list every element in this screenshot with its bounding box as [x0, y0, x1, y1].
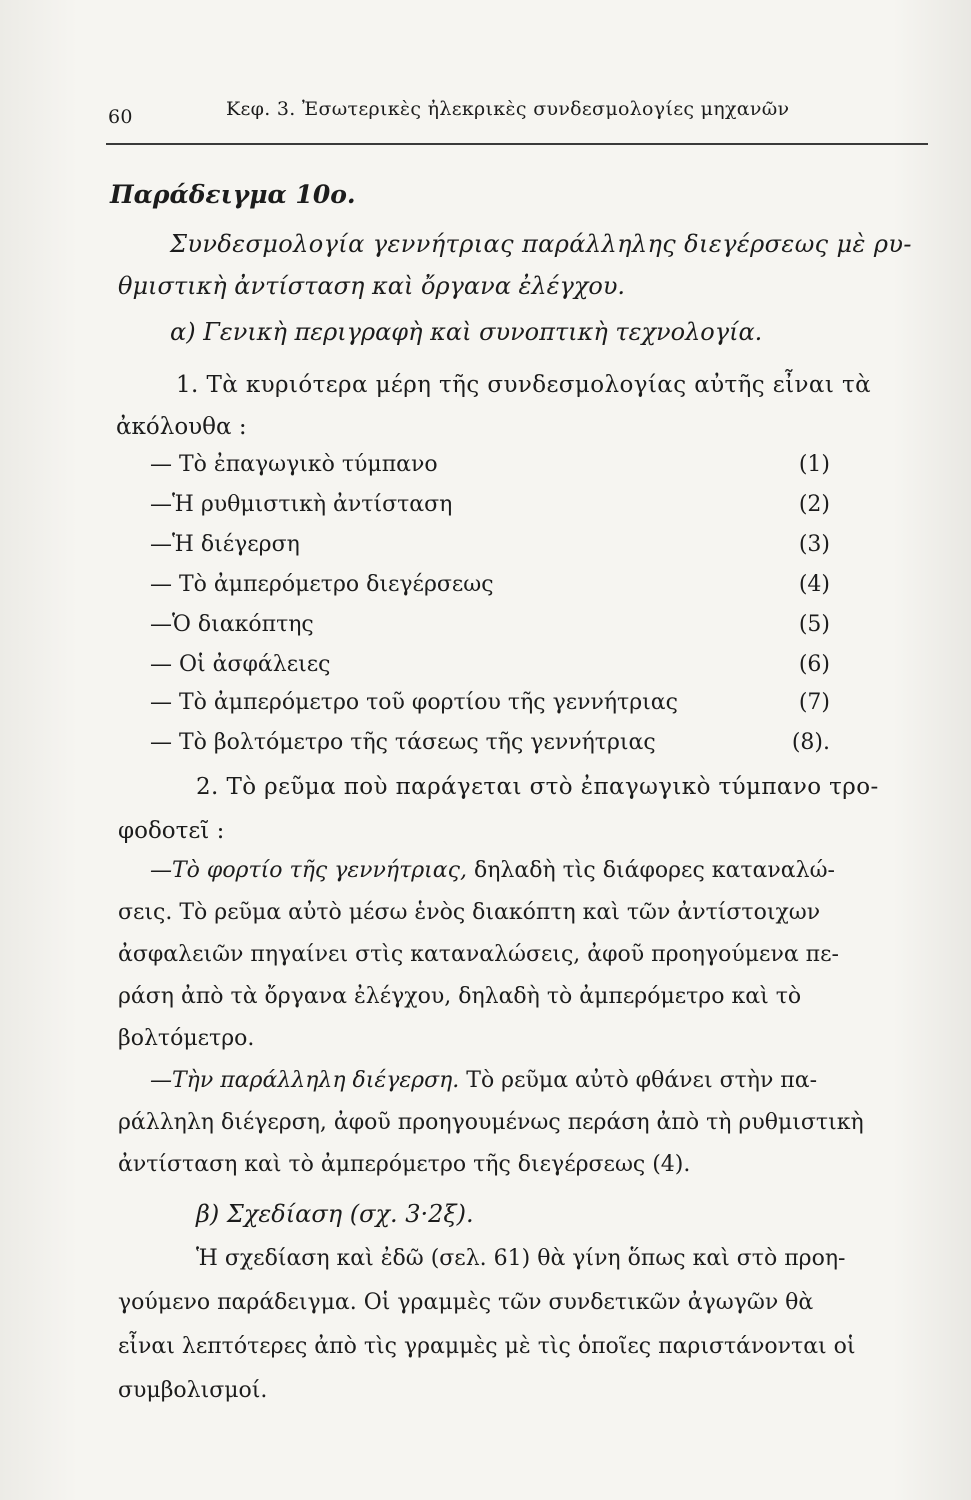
item-text: — Τὸ ἀμπερόμετρο διεγέρσεως	[150, 572, 494, 597]
page-header	[108, 98, 928, 138]
item-text: —Ὁ διακόπτης	[150, 612, 314, 637]
running-title: Κεφ. 3. Ἐσωτερικὲς ἠλεκρικὲς συνδεσμολογίες μηχανῶν	[226, 98, 790, 120]
item-text: — Τὸ ἀμπερόμετρο τοῦ φορτίου τῆς γεννήτριας	[150, 690, 678, 715]
parts-list-item	[150, 652, 830, 686]
load-lead: —Τὸ φορτίο τῆς γεννήτριας,	[150, 858, 467, 883]
page-number: 60	[108, 106, 133, 128]
parts-list-item	[150, 690, 830, 724]
parts-list-item	[150, 532, 830, 566]
parts-list-item	[150, 612, 830, 646]
section-b-heading: β) Σχεδίαση (σχ. 3·2ξ).	[196, 1200, 474, 1228]
shunt-lead: —Τὴν παράλληλη διέγερση.	[150, 1068, 460, 1093]
parts-list-item	[150, 492, 830, 526]
paragraph-1-line-1: 1. Τὰ κυριότερα μέρη τῆς συνδεσμολογίας αὐτῆς εἶναι τὰ	[176, 372, 872, 398]
load-line-4: ράση ἀπὸ τὰ ὄργανα ἐλέγχου, δηλαδὴ τὸ ἀμπερόμετρο καὶ τὸ	[118, 984, 802, 1009]
parts-list-item	[150, 452, 830, 486]
load-line-1	[150, 858, 835, 883]
example-title: Παράδειγμα 10ο.	[110, 180, 356, 209]
item-text: — Τὸ βολτόμετρο τῆς τάσεως τῆς γεννήτριας	[150, 730, 656, 755]
load-line-1-rest: δηλαδὴ τὶς διάφορες καταναλώ-	[466, 858, 835, 883]
item-text: — Οἱ ἀσφάλειες	[150, 652, 331, 677]
item-number: (8).	[791, 730, 830, 755]
item-text: —Ἡ ρυθμιστικὴ ἀντίσταση	[150, 492, 453, 517]
example-subtitle-line-2: θμιστικὴ ἀντίσταση καὶ ὄργανα ἐλέγχου.	[118, 272, 626, 300]
load-line-2: σεις. Τὸ ρεῦμα αὐτὸ μέσω ἑνὸς διακόπτη καὶ τῶν ἀντίστοιχων	[118, 900, 821, 925]
parts-list-item	[150, 572, 830, 606]
item-number: (2)	[798, 492, 830, 517]
section-b-line-3: εἶναι λεπτότερες ἀπὸ τὶς γραμμὲς μὲ τὶς ὁποῖες παριστάνονται οἱ	[118, 1334, 856, 1359]
shunt-line-2: ράλληλη διέγερση, ἀφοῦ προηγουμένως περάση ἀπὸ τὴ ρυθμιστικὴ	[118, 1110, 864, 1135]
item-number: (1)	[798, 452, 830, 477]
header-rule	[106, 143, 928, 145]
item-number: (7)	[798, 690, 830, 715]
section-b-line-2: γούμενο παράδειγμα. Οἱ γραμμὲς τῶν συνδετικῶν ἀγωγῶν θὰ	[118, 1290, 814, 1315]
load-line-5: βολτόμετρο.	[118, 1026, 255, 1051]
shunt-line-3: ἀντίσταση καὶ τὸ ἀμπερόμετρο τῆς διεγέρσεως (4).	[118, 1152, 691, 1177]
section-b-line-1: Ἡ σχεδίαση καὶ ἐδῶ (σελ. 61) θὰ γίνη ὅπως καὶ στὸ προη-	[196, 1246, 846, 1271]
paragraph-1-line-2: ἀκόλουθα :	[116, 414, 247, 440]
item-number: (6)	[798, 652, 830, 677]
parts-list-item	[150, 730, 830, 764]
item-text: —Ἡ διέγερση	[150, 532, 300, 557]
load-line-3: ἀσφαλειῶν πηγαίνει στὶς καταναλώσεις, ἀφοῦ προηγούμενα πε-	[118, 942, 839, 967]
item-text: — Τὸ ἐπαγωγικὸ τύμπανο	[150, 452, 438, 477]
item-number: (3)	[798, 532, 830, 557]
example-subtitle-line-1: Συνδεσμολογία γεννήτριας παράλληλης διεγέρσεως μὲ ρυ-	[170, 230, 912, 258]
shunt-line-1-rest: Τὸ ρεῦμα αὐτὸ φθάνει στὴν πα-	[459, 1068, 818, 1093]
section-b-line-4: συμβολισμοί.	[118, 1378, 268, 1403]
paragraph-2-line-1: 2. Τὸ ρεῦμα ποὺ παράγεται στὸ ἐπαγωγικὸ τύμπανο τρο-	[196, 774, 879, 800]
shunt-line-1	[150, 1068, 817, 1093]
item-number: (5)	[798, 612, 830, 637]
section-a-heading: α) Γενικὴ περιγραφὴ καὶ συνοπτικὴ τεχνολογία.	[170, 318, 763, 346]
item-number: (4)	[798, 572, 830, 597]
paragraph-2-line-2: φοδοτεῖ :	[118, 818, 225, 844]
